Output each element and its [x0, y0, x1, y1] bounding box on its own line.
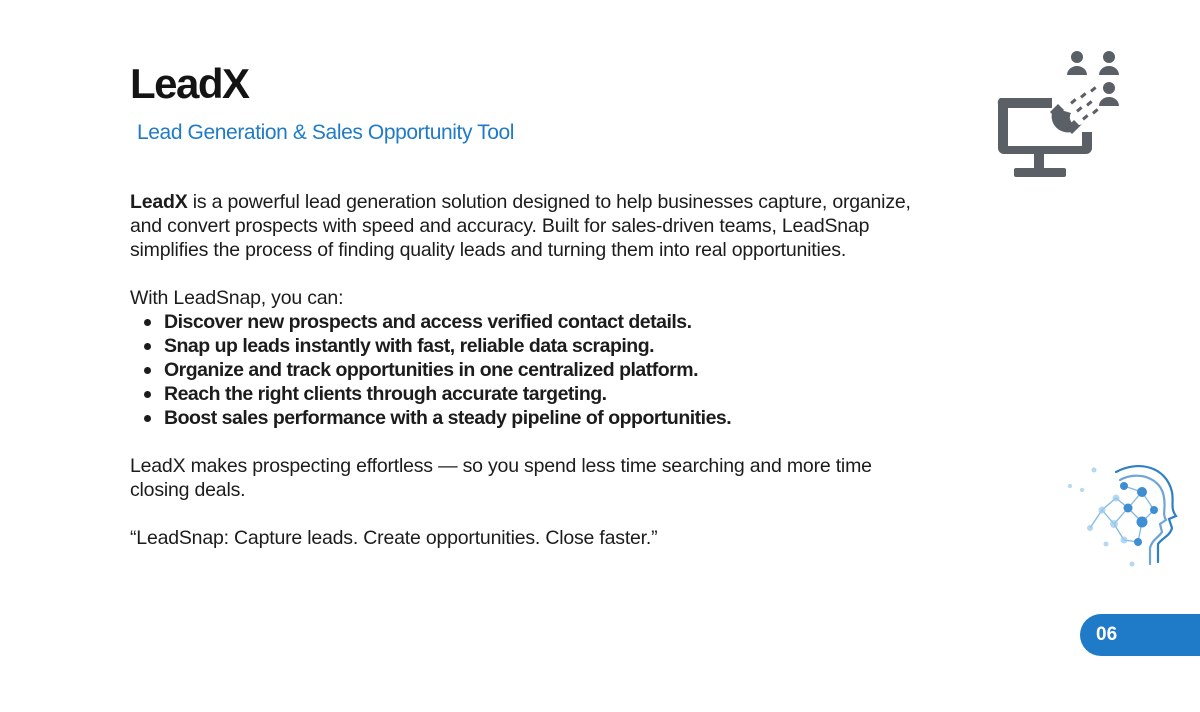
page-subtitle: Lead Generation & Sales Opportunity Tool: [137, 121, 515, 144]
bullet-icon: [144, 415, 151, 422]
page-number-tab: [1080, 614, 1200, 656]
ai-head-network-icon: [1058, 458, 1183, 576]
list-item-text: Snap up leads instantly with fast, reliable data scraping.: [164, 335, 655, 357]
list-item-text: Reach the right clients through accurate targeting.: [164, 383, 607, 405]
bullet-icon: [144, 319, 151, 326]
list-item: [144, 358, 930, 382]
intro-brand: LeadX: [130, 191, 188, 213]
page-number: 06: [1096, 624, 1118, 645]
intro-text: is a powerful lead generation solution designed to help businesses capture, organize, and convert prospects with speed and accuracy. Built for sales-driven teams, LeadSnap simplifies the process of finding quality leads and turning them into real opportunities.: [130, 191, 911, 261]
list-item-text: Boost sales performance with a steady pipeline of opportunities.: [164, 407, 732, 429]
monitor-magnet-people-icon: [990, 48, 1125, 183]
main-content: [130, 190, 930, 550]
bullet-icon: [144, 343, 151, 350]
bullet-icon: [144, 391, 151, 398]
list-item: [144, 310, 930, 334]
list-item-text: Organize and track opportunities in one centralized platform.: [164, 359, 699, 381]
page-title: LeadX: [130, 60, 249, 107]
list-item: [144, 382, 930, 406]
capabilities-list: [130, 310, 930, 430]
tagline: “LeadSnap: Capture leads. Create opportunities. Close faster.”: [130, 527, 658, 549]
capabilities-lead: With LeadSnap, you can:: [130, 287, 344, 309]
intro-paragraph: [130, 190, 930, 262]
list-item-text: Discover new prospects and access verified contact details.: [164, 311, 692, 333]
bullet-icon: [144, 367, 151, 374]
list-item: [144, 406, 930, 430]
list-item: [144, 334, 930, 358]
closing-paragraph: LeadX makes prospecting effortless — so you spend less time searching and more time closing deals.: [130, 455, 872, 501]
